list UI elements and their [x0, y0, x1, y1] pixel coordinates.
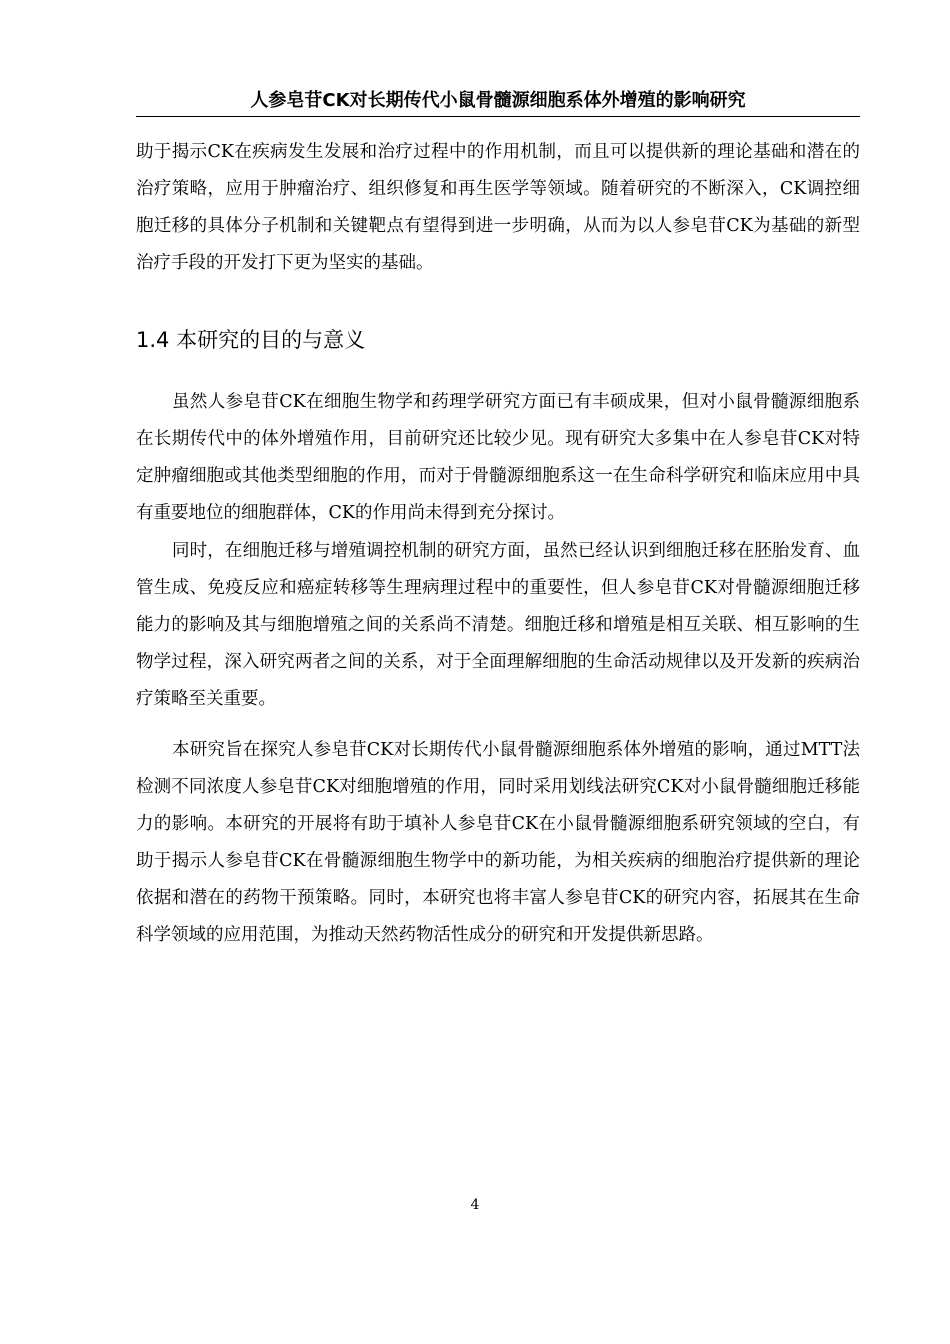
continued-paragraph: 助于揭示CK在疾病发生发展和治疗过程中的作用机制，而且可以提供新的理论基础和潜在的治疗策略，应用于肿瘤治疗、组织修复和再生医学等领域。随着研究的不断深入，CK调控细胞迁移的具体分子机制和关键靶点有望得到进一步明确，从而为以人参皂苷CK为基础的新型治疗手段的开发打下更为坚实的基础。: [136, 142, 860, 273]
paragraph-2: 同时，在细胞迁移与增殖调控机制的研究方面，虽然已经认识到细胞迁移在胚胎发育、血管生成、免疫反应和癌症转移等生理病理过程中的重要性，但人参皂苷CK对骨髓源细胞迁移能力的影响及其与细胞增殖之间的关系尚不清楚。细胞迁移和增殖是相互关联、相互影响的生物学过程，深入研究两者之间的关系，对于全面理解细胞的生命活动规律以及开发新的疾病治疗策略至关重要。: [136, 541, 860, 709]
paragraph-1: 虽然人参皂苷CK在细胞生物学和药理学研究方面已有丰硕成果，但对小鼠骨髓源细胞系在长期传代中的体外增殖作用，目前研究还比较少见。现有研究大多集中在人参皂苷CK对特定肿瘤细胞或其他类型细胞的作用，而对于骨髓源细胞系这一在生命科学研究和临床应用中具有重要地位的细胞群体，CK的作用尚未得到充分探讨。: [136, 392, 860, 523]
section-heading: 1.4 本研究的目的与意义: [136, 328, 366, 352]
page-number: 4: [470, 1197, 480, 1213]
running-header-title: 人参皂苷CK对长期传代小鼠骨髓源细胞系体外增殖的影响研究: [250, 90, 746, 111]
paragraph-3: 本研究旨在探究人参皂苷CK对长期传代小鼠骨髓源细胞系体外增殖的影响，通过MTT法检测不同浓度人参皂苷CK对细胞增殖的作用，同时采用划线法研究CK对小鼠骨髓细胞迁移能力的影响。本研究的开展将有助于填补人参皂苷CK在小鼠骨髓源细胞系研究领域的空白，有助于揭示人参皂苷CK在骨髓源细胞生物学中的新功能，为相关疾病的细胞治疗提供新的理论依据和潜在的药物干预策略。同时，本研究也将丰富人参皂苷CK的研究内容，拓展其在生命科学领域的应用范围，为推动天然药物活性成分的研究和开发提供新思路。: [136, 740, 860, 945]
header-rule: [136, 116, 860, 117]
